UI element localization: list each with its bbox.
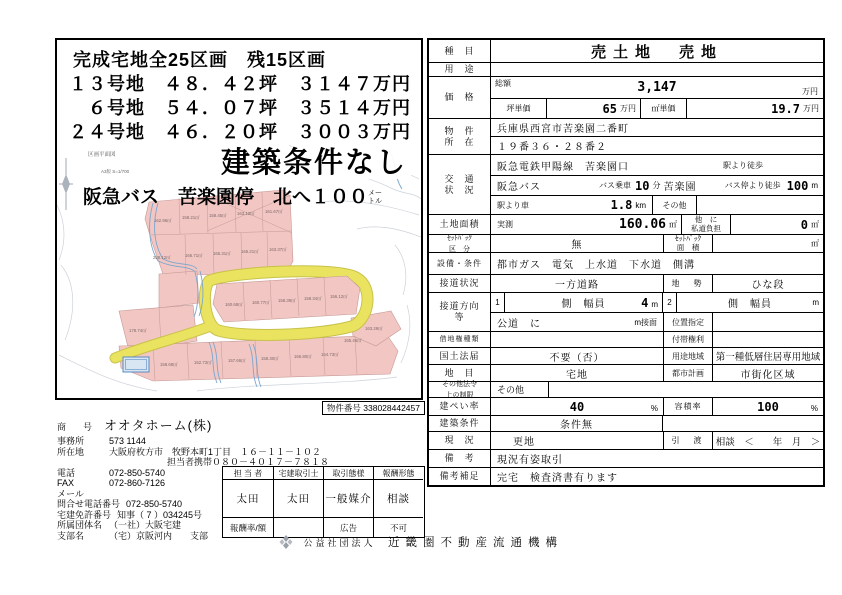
yoto-value: 第一種低層住居専用地域 [715,352,821,363]
ad-line-2: １３号地 ４８．４２坪 ３１４７万円 [69,74,411,94]
item-value: 売土地 売地 [590,43,723,61]
office-line-label: 所在地 [57,446,85,457]
lot-area-label: 158.39㎡ [278,298,296,303]
map-title: 区画平面図 [88,152,116,158]
lot-area-label: 160.68㎡ [225,302,243,307]
office-line-value: 573 1144 [109,436,146,446]
trade-name-value: オオタホーム(株) [104,418,213,433]
location-address: 兵庫県西宮市苦楽園二番町 [497,124,629,135]
lot-area-label: 156.12㎡ [330,294,348,299]
price-tsubo-label: 坪単価 [491,99,547,118]
lot-area-label: 158.30㎡ [261,356,279,361]
yoseki-value: 100 [757,399,779,414]
office-line-value: 大阪府枚方市 牧野本町1丁目 １６－１１－１０２ [109,446,322,457]
access-bus-walk-label: バス停より徒歩 [724,181,781,190]
row-price [429,76,823,118]
reins-logo-icon [279,535,293,549]
setback-area-label-1: ｾｯﾄﾊﾞｯｸ [674,234,702,243]
row-status [429,431,823,449]
row-frontage-label [429,293,491,331]
agent-table [222,466,425,538]
row-utilities-label: 設備・条件 [429,253,491,274]
property-number-badge [322,401,425,415]
lot-area-label: 166.80㎡ [294,354,312,359]
agent-cell: 太田 [236,493,260,505]
row-location-label [429,119,491,154]
agent-cell: 担 当 者 [223,467,273,480]
lot-area-label: 158.68㎡ [160,362,178,367]
price-total-value: 3,147 [637,80,677,95]
row-kenpei-label: 建ぺい率 [429,398,491,415]
office-line-label: 宅建免許番号 [57,509,112,520]
footer-org-name: 近畿圏不動産流通機構 [387,537,563,549]
land-measured-label: 実測 [497,220,513,229]
access-bus-walk-unit: m [811,181,818,190]
conditions-value: 条件無 [491,416,663,431]
row-road [429,274,823,292]
setback-area-label [663,235,713,252]
office-line-label: 事務所 [57,436,85,446]
row-item-label: 種 目 [429,40,491,62]
chimoku-value: 宅地 [566,369,588,381]
land-private-road-label-2: 私道負担 [691,223,721,233]
row-setback-label [429,235,491,252]
frontage-width1: 4 [641,295,649,310]
row-use [429,62,823,76]
agent-cell: 一般媒介 [323,480,373,517]
ad-big-text: 建築条件なし [217,147,411,179]
broker-block [55,403,425,541]
remarks-value: 現況有姿取引 [497,455,563,466]
ad-line-4: ２４号地 ４６．２０坪 ３００３万円 [69,122,411,142]
agent-cell: 広告 [323,517,373,537]
office-line-value: 知事（ 7 ）034245号 [117,509,203,520]
access-rail: 阪急電鉄甲陽線 苦楽園口 [497,161,629,173]
trade-name-label: 商 号 [57,422,97,432]
property-number-value: 338028442457 [363,403,420,413]
row-access [429,154,823,214]
access-bus-stop: 苦楽園 [663,182,697,193]
row-setback-label-1: ｾｯﾄﾊﾞｯｸ [447,234,472,242]
lot-area-label: 157.66㎡ [228,358,246,363]
property-number-label: 物件番号 [326,403,361,413]
ad-line-1: 完成宅地全25区画 残15区画 [73,50,327,70]
access-walk-label: 駅より徒歩 [723,160,763,170]
lot-area-label: 161.67㎡ [265,209,283,214]
lot-area-label: 165.21㎡ [241,249,259,254]
access-other-label: その他 [653,196,697,214]
row-frontage [429,292,823,331]
lot-area-label: 228.12㎡ [153,255,171,260]
office-line [57,446,322,458]
lot-area-label: 164.73㎡ [321,352,339,357]
office-line-value: 担当者携帯０８０－４０１７－７８１８ [167,457,330,467]
lot-area-label: 158.45㎡ [209,213,227,218]
access-car-unit: km [635,200,646,210]
agent-cell: 取引態様 [323,467,373,480]
setback-area-unit: ㎡ [811,239,819,248]
row-chimoku [429,364,823,381]
row-conditions-label: 建築条件 [429,416,491,431]
lot-area-label: 160.77㎡ [252,300,270,305]
frontage-n1: 1 [491,293,505,312]
status-value: 更地 [513,437,535,448]
frontage-width2-unit: m [812,298,819,307]
frontage-n2: 2 [663,293,677,312]
row-land-area [429,214,823,234]
lot-area-label: 163.29㎡ [365,326,383,331]
lot-area-label: 163.12㎡ [237,211,255,216]
row-remarks-label: 備 考 [429,450,491,467]
office-line-value: 072-860-7126 [109,478,166,488]
lot-area-label: 163.37㎡ [269,247,287,252]
row-use-label: 用 途 [429,63,491,76]
access-bus-minutes-unit: 分 [652,181,661,190]
yoseki-label: 容積率 [663,398,713,415]
price-m2-label: ㎡単価 [641,99,687,118]
office-line-label: 所属団体名 [57,520,103,530]
frontage-setsumen: m接面 [634,317,657,327]
price-m2-unit: 万円 [803,104,819,113]
toshi-label: 都市計画 [663,365,713,381]
row-chimoku-label: 地 目 [429,365,491,381]
hikiwatashi-label: 引 渡 [663,432,713,449]
land-private-road-unit: ㎡ [811,220,819,229]
row-location-label-2: 所 在 [444,136,475,147]
map-scale: A3版 S=1/700 [101,169,130,174]
footer [0,530,842,551]
row-frontage-label-1: 接道方向 [439,301,480,311]
land-area-unit: ㎡ [669,220,677,229]
access-bus-walk-value: 100 [786,178,809,193]
land-private-road-label-1: 他 に [694,215,718,224]
lot-area-label: 166.71㎡ [185,253,203,258]
agent-cell: 報酬率/額 [223,517,273,537]
row-other-law-label-1: その他法令 [442,380,477,388]
terrain-value: ひな段 [751,280,785,291]
row-location [429,118,823,154]
row-conditions [429,415,823,431]
row-leasehold-label: 借地権種類 [429,332,491,347]
row-item [429,40,823,62]
trade-name-line [57,415,425,434]
land-private-road-label [681,215,731,234]
agent-cell: 太田 [273,480,323,517]
office-line-value: 072-850-5740 [109,467,166,478]
lot-area-label: 152.73㎡ [194,360,212,365]
row-other-law-label-2: 上の制限 [445,391,474,399]
price-total-unit: 万円 [802,87,818,96]
access-bus-company: 阪急バス [497,182,541,193]
access-car-label: 駅より車 [497,200,529,210]
setback-area-label-2: 面 積 [676,242,700,252]
terrain-label: 地 勢 [663,275,713,292]
office-line-label [115,457,161,468]
kenpei-value: 40 [569,399,585,414]
row-kokudo-label: 国土法届 [429,348,491,364]
access-bus-ride-label: バス乗車 [599,181,631,190]
row-access-label-2: 状 況 [444,184,475,195]
land-area-value: 160.06 [619,217,666,232]
row-remarks2-label: 備考補足 [429,468,491,485]
price-total-label: 総額 [495,79,511,88]
hikiwatashi-value: 相談 ＜ 年 月 ＞ [715,436,821,448]
land-private-road-value: 0 [800,217,808,232]
ad-bus-line [57,186,421,210]
location-lot-number: １９番３６・２８番２ [497,142,607,153]
price-m2-value: 19.7 [771,101,800,116]
ad-bus-unit [368,190,382,206]
agent-cell: 報酬形態 [373,467,423,480]
price-tsubo-unit: 万円 [620,104,636,113]
office-line-value: （宅）京阪河内 支部 [109,530,209,541]
access-car-value: 1.8 [610,198,633,212]
frontage-road-type-text: 公道 に [497,318,541,330]
row-frontage-label-2: 等 [454,312,465,322]
remarks2-value: 完宅 検査済書有ります [497,473,618,484]
row-status-label: 現 況 [429,432,491,449]
row-remarks [429,449,823,467]
lot-area-label: 165.46㎡ [344,338,362,343]
row-road-label: 接道状況 [429,275,491,292]
ad-line-3: ６号地 ５４．０７坪 ３５１４万円 [88,98,411,118]
price-tsubo-value: 65 [602,101,617,116]
row-access-label-1: 交 通 [444,173,475,184]
office-line-label: FAX [57,478,75,488]
row-location-label-1: 物 件 [444,125,475,136]
frontage-road-type [491,313,663,331]
row-leasehold [429,331,823,347]
office-line-value: （一社）大阪宅建 [109,520,182,530]
ad-panel [55,38,423,400]
row-remarks2 [429,467,823,485]
office-line-label: 問合せ電話番号 [57,499,121,509]
lot-area-label: 178.74㎡ [129,328,147,333]
yoto-label: 用途地域 [663,348,713,364]
ad-headline [57,40,421,210]
ad-big-line [57,145,421,186]
yoseki-unit: % [810,404,818,413]
kenpei-unit: % [650,404,658,413]
row-setback-label-2: 区 分 [449,245,470,253]
lot-area-label: 158.21㎡ [182,215,200,220]
ad-bus-unit-bottom: トル [368,197,383,205]
row-kokudo [429,347,823,364]
road-value: 一方道路 [555,280,599,291]
footer-org-type: 公益社団法人 [303,538,376,548]
setback-value: 無 [571,240,583,251]
access-bus-minutes: 10 [635,178,650,193]
lot-area-label: 165.31㎡ [213,251,231,256]
map-pond [123,357,149,372]
agent-cell: 宅建取引士 [273,467,323,480]
agent-table-header [223,467,424,480]
lot-area-label: 162.96㎡ [154,218,172,223]
toshi-value: 市街化区域 [740,369,796,381]
frontage-side2: 側 幅員 [728,299,772,310]
office-line-value: 072-850-5740 [126,499,183,509]
utilities-value: 都市ガス 電気 上水道 下水道 側溝 [497,260,695,271]
other-law-value: その他 [491,382,549,397]
row-land-area-label: 土地面積 [429,215,491,234]
ad-bus-unit-top: メー [368,189,383,197]
office-line-label: メール [57,488,84,499]
frontage-side1: 側 幅員 [561,299,606,310]
row-utilities [429,252,823,274]
row-access-label [429,155,491,214]
office-line-label: 電話 [57,467,76,478]
row-other-law-label [429,382,491,397]
office-line [57,436,287,447]
frontage-width1-unit: m [651,299,658,309]
frontage-ichi-label: 位置指定 [663,313,713,331]
agent-cell: 不可 [373,517,423,537]
ad-bus-text: 阪急バス 苦楽園停 北へ１００ [83,187,369,208]
listing-table [427,38,825,487]
agent-cell: 相談 [373,480,423,517]
row-other-law [429,381,823,397]
office-line-label: 支部名 [57,530,85,541]
kokudo-value: 不要（否） [549,352,605,364]
lot-area-label: 158.34㎡ [304,296,322,301]
row-kenpei [429,397,823,415]
agent-table-values [223,480,424,517]
fuzoku-label: 付帯権利 [663,332,713,347]
row-setback [429,234,823,252]
row-price-label: 価 格 [429,77,491,118]
